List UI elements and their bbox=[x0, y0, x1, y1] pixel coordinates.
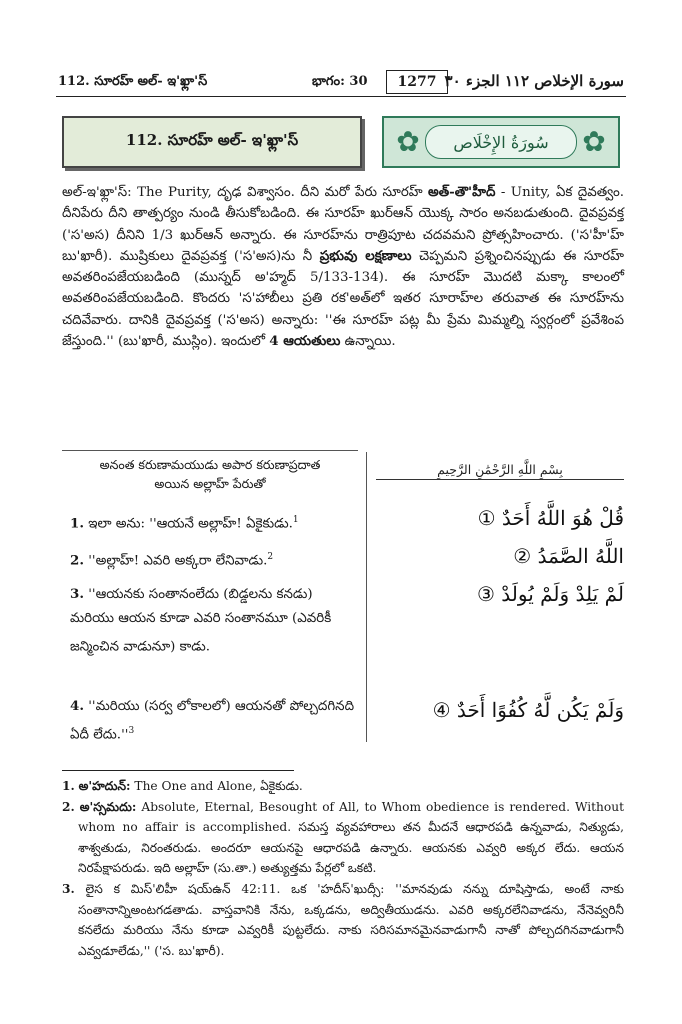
arabic-ayah-2: اللَّهُ الصَّمَدُ ② bbox=[513, 544, 624, 568]
footnotes bbox=[62, 776, 624, 961]
ornament-left-icon: ✿ bbox=[396, 125, 420, 158]
surah-introduction bbox=[62, 182, 624, 352]
verse-number: 4. bbox=[70, 698, 84, 714]
footnote-ref: 2 bbox=[267, 552, 274, 562]
page-number: 1277 bbox=[386, 70, 448, 94]
footnote-text: The One and Alone, ఏకైకుడు. bbox=[130, 779, 303, 793]
footnote-3 bbox=[62, 879, 624, 961]
footnote-ref: 1 bbox=[292, 515, 299, 525]
arabic-ayah-4: وَلَمْ يَكُن لَّهُ كُفُوًا أَحَدٌ ④ bbox=[432, 698, 624, 722]
verse-4 bbox=[70, 694, 360, 747]
verse-number: 2. bbox=[70, 552, 84, 569]
basmala: بِسْمِ اللَّهِ الرَّحْمَٰنِ الرَّحِيمِ bbox=[376, 462, 624, 480]
footnote-rule bbox=[62, 770, 294, 771]
translation-heading-line1: అనంత కరుణామయుడు అపార కరుణాప్రదాత bbox=[99, 457, 321, 472]
surah-calligraphy: سُورَةُ الإِخْلَاص bbox=[425, 125, 577, 159]
footnote-ref: 3 bbox=[128, 726, 135, 736]
translation-heading-line2: అయిన అల్లాహ్ పేరుతో bbox=[154, 476, 266, 491]
intro-part3: చెప్పమని ప్రశ్నించినప్పుడు ఈ సూరహ్ అవతరింపజేయబడింది (ముస్నద్ అ'హ్మద్ 5/133-134). ఈ సూరహ్ మొదటి మక్కా కాలంలో అవతరింపజేయబడింది. కొందరు 'స'హాబీలు ప్రతి రక'అత్‌లో ఇతర సూరాహ్‌ల తరువాత ఈ సూరహ్‌ను చదివేవారు. దానికి దైవప్రవక్త ('స'అస) అన్నారు: ''ఈ సూరహ్ పట్ల మీ ప్రేమ మిమ్మల్ని స్వర్గంలో ప్రవేశింప జేస్తుంది.'' (బు'ఖారీ, ముస్లిం). ఇందులో bbox=[62, 248, 625, 350]
intro-bold-attributes: ప్రభువు లక్షణాలు bbox=[319, 247, 412, 264]
verse-text: ''మరియు (సర్వ లోకాలలో) ఆయనతో పోల్చదగినది ఏదీ లేదు.'' bbox=[70, 699, 355, 743]
header-surah-label: 112. సూరహ్ అల్- ఇ'ఖ్లా'స్ bbox=[58, 74, 208, 89]
footnote-1 bbox=[62, 776, 624, 797]
surah-title: 112. సూరహ్ అల్- ఇ'ఖ్లా'స్ bbox=[125, 131, 299, 149]
verse-text: ''ఆయనకు సంతానంలేదు (బిడ్డలను కనడు) మరియు ఆయన కూడా ఎవరి సంతానమూ (ఎవరికీ జన్మించిన వాడునూ) కాడు. bbox=[70, 587, 332, 655]
divider-line bbox=[62, 450, 358, 451]
intro-part2: - Unity, ఏక దైవత్వం. దీనిపేరు దీని తాత్పర్యం నుండి తీసుకోబడింది. ఈ సూరహ్ ఖుర్ఆన్ యొక్క సారం అనబడుతుంది. దైవప్రవక్త ('స'అస) దీనిని 1/3 ఖుర్ఆన్ అన్నారు. ఈ సూరహ్‌ను రాత్రిపూట చదవమని ప్రోత్సహించారు. ('స'హీ'హ్ బు'ఖారీ). ముష్రికులు దైవప్రవక్త ('స'అస)ను నీ bbox=[62, 185, 624, 264]
column-divider bbox=[366, 452, 367, 742]
intro-part4: ఉన్నాయి. bbox=[340, 334, 396, 350]
translation-heading bbox=[70, 455, 350, 493]
footnote-number: 1. bbox=[62, 779, 75, 793]
surah-calligraphy-frame bbox=[382, 116, 620, 168]
title-row bbox=[62, 116, 624, 174]
footnote-number: 2. bbox=[62, 799, 75, 814]
footnote-term: అ'స్సమదు: bbox=[79, 799, 137, 814]
page-header bbox=[56, 66, 626, 97]
footnote-term: అ'హదున్: bbox=[78, 779, 131, 793]
footnote-text: లైస క మిస్'లిహీ షయ్ఉన్ 42:11. ఒక 'హదీస్'ఖుద్సీ: ''మానవుడు నన్ను దూషిస్తాడు, అంటే నాకు సంతానాన్నిఅంటగడతాడు. వాస్తవానికి నేను, ఒక్కడను, అద్వితీయుడను. ఎవరి అక్కరలేనివాడను, నేనెవ్వరినీ కనలేదు మరియు నేను కూడా ఎవ్వరికీ పుట్టలేదు. నాకు సరిసమానమైనవాడుగానీ నాతో పోల్చదగినవాడుగానీ ఎవ్వడూలేడు,'' ('స. బు'ఖారీ). bbox=[74, 881, 624, 958]
arabic-ayah-3: لَمْ يَلِدْ وَلَمْ يُولَدْ ③ bbox=[476, 582, 624, 606]
footnote-number: 3. bbox=[62, 881, 75, 896]
arabic-ayah-1: قُلْ هُوَ اللَّهُ أَحَدٌ ① bbox=[477, 506, 624, 530]
verse-2 bbox=[70, 545, 360, 573]
verse-number: 1. bbox=[70, 515, 84, 532]
verse-number: 3. bbox=[70, 586, 84, 602]
intro-bold-tawhid: అత్-తౌ'హీద్ bbox=[428, 184, 496, 200]
intro-part1: అల్-ఇ'ఖ్లా'స్: The Purity, దృఢ విశ్వాసం. దీని మరో పేరు సూరహ్ bbox=[62, 185, 429, 200]
verse-text: ఇలా అను: ''ఆయనే అల్లాహ్! ఏకైకుడు. bbox=[83, 516, 293, 532]
footnote-2 bbox=[62, 797, 624, 879]
verse-3 bbox=[70, 582, 360, 659]
intro-bold-ayat-count: 4 ఆయతులు bbox=[269, 333, 341, 350]
header-arabic: سورة الإخلاص ١١٢ الجزء ٣٠ bbox=[444, 72, 624, 90]
verse-1 bbox=[70, 508, 360, 536]
header-part-label: భాగం: 30 bbox=[312, 74, 368, 89]
ornament-right-icon: ✿ bbox=[582, 125, 606, 158]
surah-title-box bbox=[62, 116, 362, 168]
verse-text: ''అల్లాహ్! ఎవరి అక్కరా లేనివాడు. bbox=[83, 553, 268, 569]
footnote-text: Absolute, Eternal, Besought of All, to Whom obedience is rendered. Without whom no affair is accomplished. సమస్త వ్యవహారాలు తన మీదనే ఆధారపడి ఉన్నవాడు, నిత్యుడు, శాశ్వతుడు, నిరంతరుడు. అందరూ ఆయనపై ఆధారపడి ఉన్నారు. ఆయనకు ఎవ్వరి అక్కర లేదు. ఆయన నిరపేక్షాపరుడు. ఇది అల్లాహ్ (సు.తా.) అత్యుత్తమ పేర్లలో ఒకటి. bbox=[78, 799, 624, 876]
